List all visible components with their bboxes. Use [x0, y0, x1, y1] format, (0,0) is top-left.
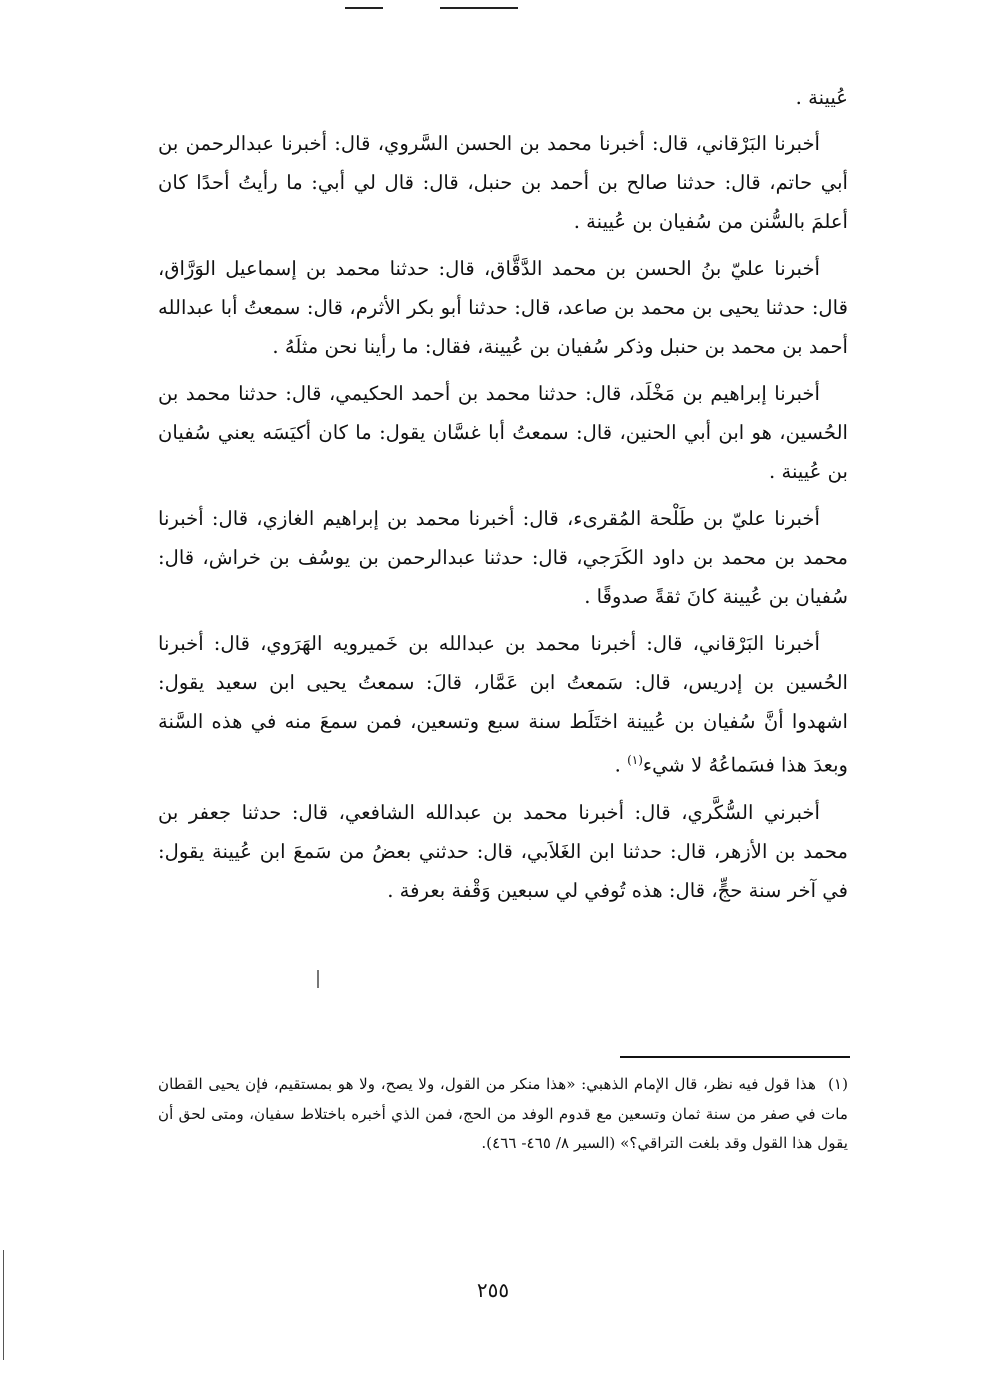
paragraph-tail: .: [614, 753, 628, 777]
footnote-separator: [620, 1056, 850, 1058]
scan-speck: [317, 970, 319, 988]
paragraph: أخبرنا عليّ بنُ الحسن بن محمد الدَّقَّاق، قال: حدثنا محمد بن إسماعيل الوَرَّاق، قال: حدثنا يحيى بن محمد بن صاعد، قال: حدثنا أبو بكر الأثرم، قال: سمعتُ أبا عبدالله أحمد بن محمد بن حنبل وذكر سُفيان بن عُيينة، فقال: ما رأينا نحن مثلَهُ .: [158, 257, 848, 358]
footnote: [158, 1070, 848, 1159]
footnote-text: هذا قول فيه نظر، قال الإمام الذهبي: «هذا منكر من القول، ولا يصح، ولا هو بمستقيم، فإن يحيى القطان مات في صفر من سنة ثمان وتسعين مع قدوم الوفد من الحج، فمن الذي أخبره باختلاط سفيان، ومتى لحق أن يقول هذا القول وقد بلغت التراقي؟» (السير ٨/ ٤٦٥- ٤٦٦).: [158, 1075, 848, 1152]
paragraph: أخبرني السُّكَّري، قال: أخبرنا محمد بن عبدالله الشافعي، قال: حدثنا جعفر بن محمد بن الأزهر، قال: حدثنا ابن الغَلاَبي، قال: حدثني بعضُ من سَمعَ ابن عُيينة يقول: في آخر سنة حجٍّ، قال: هذه تُوفي لي سبعين وَقْفة بعرفة .: [158, 800, 848, 902]
footnote-number: (١): [827, 1075, 848, 1093]
paragraph-with-footnote: [158, 624, 848, 785]
body-text: [158, 78, 848, 918]
paragraph-continuation: عُيينة .: [795, 86, 848, 109]
top-rule-right: [440, 7, 518, 9]
paragraph: أخبرنا البَرْقاني، قال: أخبرنا محمد بن الحسن السَّروي، قال: أخبرنا عبدالرحمن بن أبي حاتم، قال: حدثنا صالح بن أحمد بن حنبل، قال: قال لي أبي: ما رأيتُ أحدًا كان أعلمَ بالسُّنن من سُفيان بن عُيينة .: [158, 132, 848, 233]
paragraph: أخبرنا عليّ بن طَلْحة المُقرىء، قال: أخبرنا محمد بن إبراهيم الغازي، قال: أخبرنا محمد بن محمد بن داود الكَرَجي، قال: حدثنا عبدالرحمن بن يوسُف بن خراش، قال: سُفيان بن عُيينة كانَ ثقةً صدوقًا .: [158, 507, 848, 608]
scan-edge-mark: [3, 1250, 4, 1360]
top-rule-left: [345, 7, 383, 9]
page-number: ٢٥٥: [476, 1278, 510, 1302]
paragraph-text: أخبرنا البَرْقاني، قال: أخبرنا محمد بن عبدالله بن خَميرويه الهَرَوي، قال: أخبرنا الحُسين بن إدريس، قال: سَمعتُ ابن عَمَّار، قالَ: سمعتُ يحيى ابن سعيد يقول: اشهدوا أنَّ سُفيان بن عُيينة اختَلَط سنة سبع وتسعين، فمن سمعَ منه في هذه السَّنة وبعدَ هذا فسَماعُهُ لا شيء: [158, 632, 848, 777]
paragraph: أخبرنا إبراهيم بن مَخْلَد، قال: حدثنا محمد بن أحمد الحكيمي، قال: حدثنا محمد بن الحُسين، هو ابن أبي الحنين، قال: سمعتُ أبا غسَّان يقول: ما كان أكيَسَه يعني سُفيان بن عُيينة .: [158, 382, 848, 483]
footnote-reference: (١): [627, 753, 643, 767]
